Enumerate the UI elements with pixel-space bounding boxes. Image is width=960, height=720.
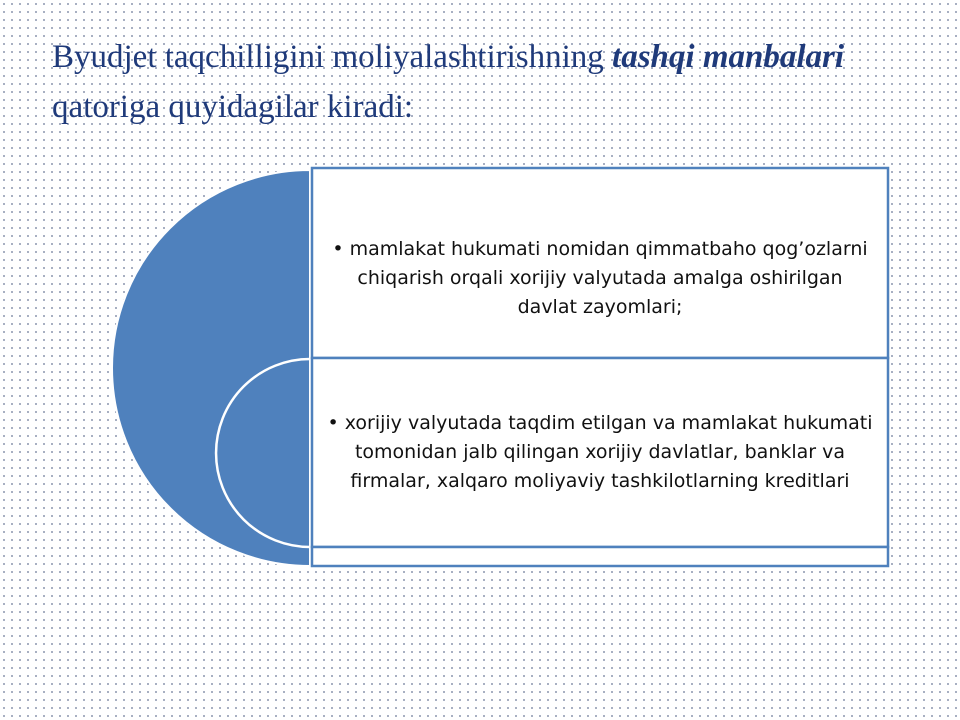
title-emphasis-tashqi: tashqi — [612, 39, 695, 75]
bottom-strip — [312, 547, 888, 566]
item-2: • xorijiy valyutada taqdim etilgan va mamlakat hukumati tomonidan jalb qilingan xorijiy davlatlar, banklar va firmalar, xalqaro moliyaviy tashkilotlarning kreditlari — [327, 411, 873, 492]
outer-arc — [112, 170, 310, 566]
title-part-3: qatoriga quyidagilar kiradi: — [52, 89, 414, 125]
title-emphasis-manbalari: manbalari — [702, 39, 845, 75]
title-part-1: Byudjet taqchilligini moliyalashtirishning — [52, 39, 613, 75]
item-1: • mamlakat hukumati nomidan qimmatbaho qog’ozlarni chiqarish orqali xorijiy valyutada amalga oshirilgan davlat zayomlari; — [332, 237, 868, 318]
